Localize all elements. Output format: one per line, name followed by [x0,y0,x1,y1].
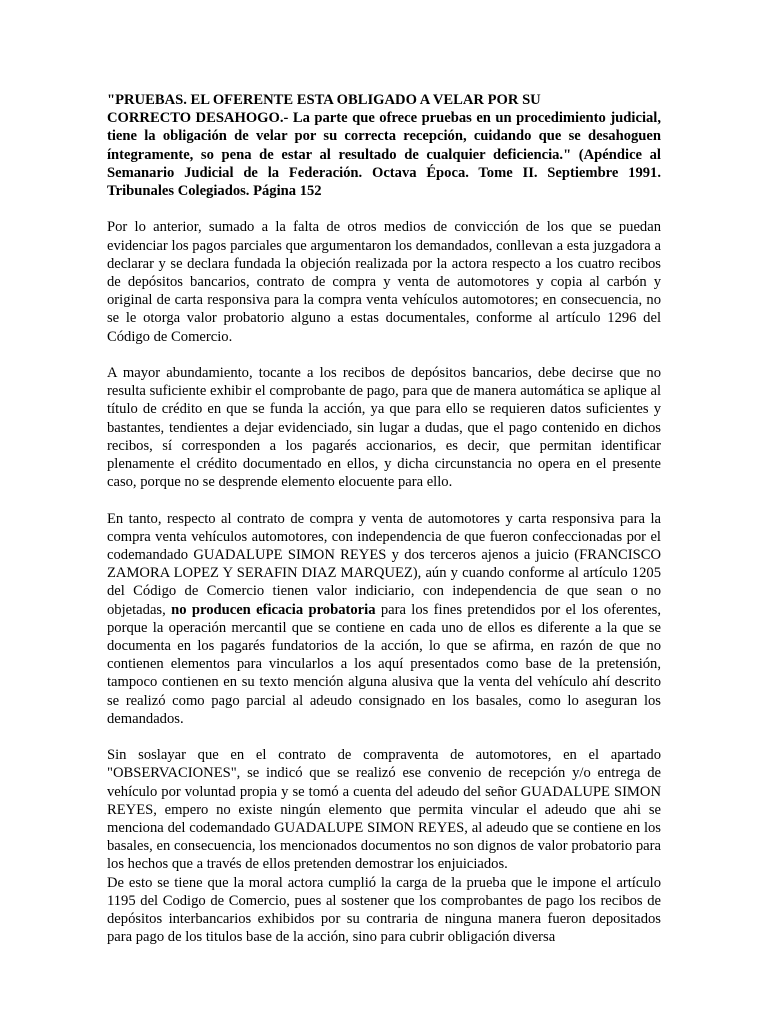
paragraph-bank-receipts: A mayor abundamiento, tocante a los recibos de depósitos bancarios, debe decirse que no resulta suficiente exhibir el comprobante de pago, para que de manera automática se aplique al título de crédito en que se funda la acción, ya que para ello se requieren datos suficientes y bastantes, tendientes a dejar evidenciado, sin lugar a dudas, que el pago contenido en dichos recibos, sí corresponden a los pagarés accionarios, es decir, que permitan identificar plenamente el crédito documentado en ellos, y dicha circunstancia no opera en el presente caso, porque no se desprende elemento elocuente para ello. [107,365,661,491]
paragraph-gap [107,491,661,509]
paragraph-objection-ruling: Por lo anterior, sumado a la falta de otros medios de convicción de los que se puedan evidenciar los pagos parciales que argumentaron los demandados, conllevan a esta juzgadora a declarar y se declara fundada la objeción realizada por la actora respecto a los cuatro recibos de depósitos bancarios, contrato de compra y venta de automotores y copia al carbón y original de carta responsiva para la compra venta vehículos automotores; en consecuencia, no se le otorga valor probatorio alguno a estas documentales, conforme al artículo 1296 del Código de Comercio. [107,219,661,345]
paragraph-burden-of-proof: De esto se tiene que la moral actora cumplió la carga de la prueba que le impone el artículo 1195 del Codigo de Comercio, pues al sostener que los comprobantes de pago los recibos de depósitos interbancarios exhibidos por su contraria de ninguna manera fueron depositados para pago de los titulos base de la acción, sino para cubrir obligación diversa [107,874,661,946]
thesis-title-line: "PRUEBAS. EL OFERENTE ESTA OBLIGADO A VELAR POR SU [107,92,541,108]
thesis-heading: CORRECTO DESAHOGO. [107,110,284,127]
thesis-body: - La parte que ofrece pruebas en un procedimiento judicial, tiene la obligación de velar por su correcta recepción, cuidando que se desahoguen íntegramente, so pena de estar al resultado de cualquier deficiencia." (Apéndice al Semanario Judicial de la Federación. Octava Época. Tome II. Septiembre 1991. Tribunales Colegiados. Página 152 [107,110,661,200]
thesis-quote [107,109,661,200]
paragraph-gap [107,346,661,364]
paragraph-gap [107,728,661,746]
paragraph-text: para los fines pretendidos por el los oferentes, porque la operación mercantil que se contiene en cada uno de ellos es diferente a la que se documenta en los pagarés fundatorios de la acción, lo que se afirma, en razón de que no contienen elementos para vincularlos a los aquí presentados como base de la pretensión, tampoco contienen en su texto mención alguna alusiva que la venta del vehículo ahí descrito se realizó como pago parcial al adeudo consignado en los basales, como lo aseguran los demandados. [107,601,661,727]
paragraph-vehicle-contract [107,510,661,728]
paragraph-observations: Sin soslayar que en el contrato de compraventa de automotores, en el apartado "OBSERVACIONES", se indicó que se realizó ese convenio de recepción y/o entrega de vehículo por voluntad propia y se tomó a cuenta del adeudo del señor GUADALUPE SIMON REYES, empero no existe ningún elemento que permita vincular el adeudo que ahi se menciona del codemandado GUADALUPE SIMON REYES, al adeudo que se contiene en los basales, en consecuencia, los mencionados documentos no son dignos de valor probatorio para los hechos que a través de ellos pretenden demostrar los enjuiciados. [107,747,661,873]
paragraph-text: En tanto, respecto al contrato de compra y venta de automotores y carta responsiva para la compra venta vehículos automotores, con independencia de que fueron confeccionadas por el codemandado GUADALUPE SIMON REYES y dos terceros ajenos a juicio (FRANCISCO ZAMORA LOPEZ Y SERAFIN DIAZ MARQUEZ), aún y cuando conforme al artículo 1205 del Código de Comercio tienen valor indiciario, con independencia de que sean o no objetadas, [107,510,661,618]
document-page [107,91,661,946]
emphasis-text: no producen eficacia probatoria [171,601,376,618]
paragraph-gap [107,200,661,218]
